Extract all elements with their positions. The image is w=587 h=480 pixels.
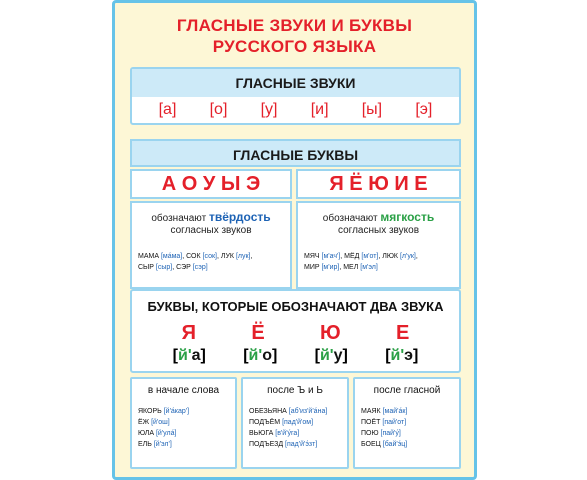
position-heading: в начале слова [147, 385, 220, 396]
positions-row [130, 377, 461, 469]
soft-examples: МЯЧ [м'ач'], МЁД [м'от], ЛЮК [л'ук], МИР [м'ир], МЕЛ [м'эл] [304, 253, 418, 271]
title-line-2: РУССКОГО ЯЗЫКА [212, 37, 377, 56]
position-box-after-vowel [353, 377, 461, 469]
two-sounds-panel [130, 289, 461, 373]
list-item: ПОДЪЕЗД [пад'й'э́зт] [249, 441, 318, 448]
poster-title [115, 15, 474, 57]
list-item: ЁЖ [й'ош] [138, 419, 170, 426]
sound-o: [о] [209, 101, 228, 118]
letter-yo: Ё [251, 322, 265, 344]
letter-yu: Ю [320, 322, 341, 344]
soft-letters: Я Ё Ю И Е [296, 169, 461, 199]
list-item: ПОЁТ [пай'от] [361, 419, 407, 426]
letter-ya: Я [181, 322, 197, 344]
sound-y: [ы] [361, 101, 383, 118]
soft-description-box [296, 201, 461, 289]
sound-a: [а] [158, 101, 177, 118]
sound-e: [э] [415, 101, 433, 118]
position-box-after-signs [241, 377, 349, 469]
poster [112, 0, 477, 480]
vowel-letters-panel [130, 139, 461, 289]
list-item: ЮЛА [й'ула́] [138, 430, 177, 437]
position-box-word-start [130, 377, 237, 469]
transcription-yu: [й'у] [314, 347, 348, 364]
position-list [249, 406, 341, 450]
softness-keyword: мягкость [380, 210, 435, 224]
hardness-keyword: твёрдость [208, 210, 271, 224]
list-item: БОЕЦ [бай'э́ц] [361, 441, 408, 448]
hard-examples: МАМА [ма́ма], СОК [сок], ЛУК [лук], СЫР [сыр], СЭР [сэр] [138, 253, 253, 271]
position-heading: после гласной [373, 385, 441, 396]
hard-description: обозначают твёрдость согласных звуков [151, 210, 271, 236]
soft-description: обозначают мягкость согласных звуков [322, 210, 435, 236]
position-heading: после Ъ и Ь [267, 385, 323, 396]
position-list [138, 406, 229, 450]
vowel-sounds-heading: ГЛАСНЫЕ ЗВУКИ [132, 69, 459, 97]
letter-ye: Е [395, 322, 410, 344]
vowel-sounds-row [132, 97, 459, 123]
position-list [361, 406, 453, 450]
list-item: ПОЮ [пай'у́] [361, 430, 401, 437]
list-item: ВЬЮГА [в'й'у́га] [249, 430, 300, 437]
two-sounds-heading: БУКВЫ, КОТОРЫЕ ОБОЗНАЧАЮТ ДВА ЗВУКА [147, 299, 444, 314]
two-sounds-transcriptions [132, 347, 459, 365]
two-sounds-letters [132, 322, 459, 345]
list-item: ЕЛЬ [й'эл'] [138, 441, 172, 448]
sound-u: [у] [260, 101, 278, 118]
hard-letters: А О У Ы Э [130, 169, 292, 199]
transcription-yo: [й'о] [243, 347, 278, 364]
title-line-1: ГЛАСНЫЕ ЗВУКИ И БУКВЫ [176, 16, 413, 35]
vowel-sounds-panel [130, 67, 461, 125]
list-item: ПОДЪЁМ [пад'й'ом] [249, 419, 314, 426]
transcription-ya: [й'а] [172, 347, 206, 364]
sound-i: [и] [310, 101, 329, 118]
list-item: МАЯК [май'а́к] [361, 408, 408, 415]
list-item: ЯКОРЬ [й'а́кар'] [138, 408, 190, 415]
hard-description-box [130, 201, 292, 289]
vowel-letters-heading: ГЛАСНЫЕ БУКВЫ [130, 139, 461, 167]
list-item: ОБЕЗЬЯНА [аб'из'й'а́на] [249, 408, 328, 415]
transcription-ye: [й'э] [385, 347, 419, 364]
